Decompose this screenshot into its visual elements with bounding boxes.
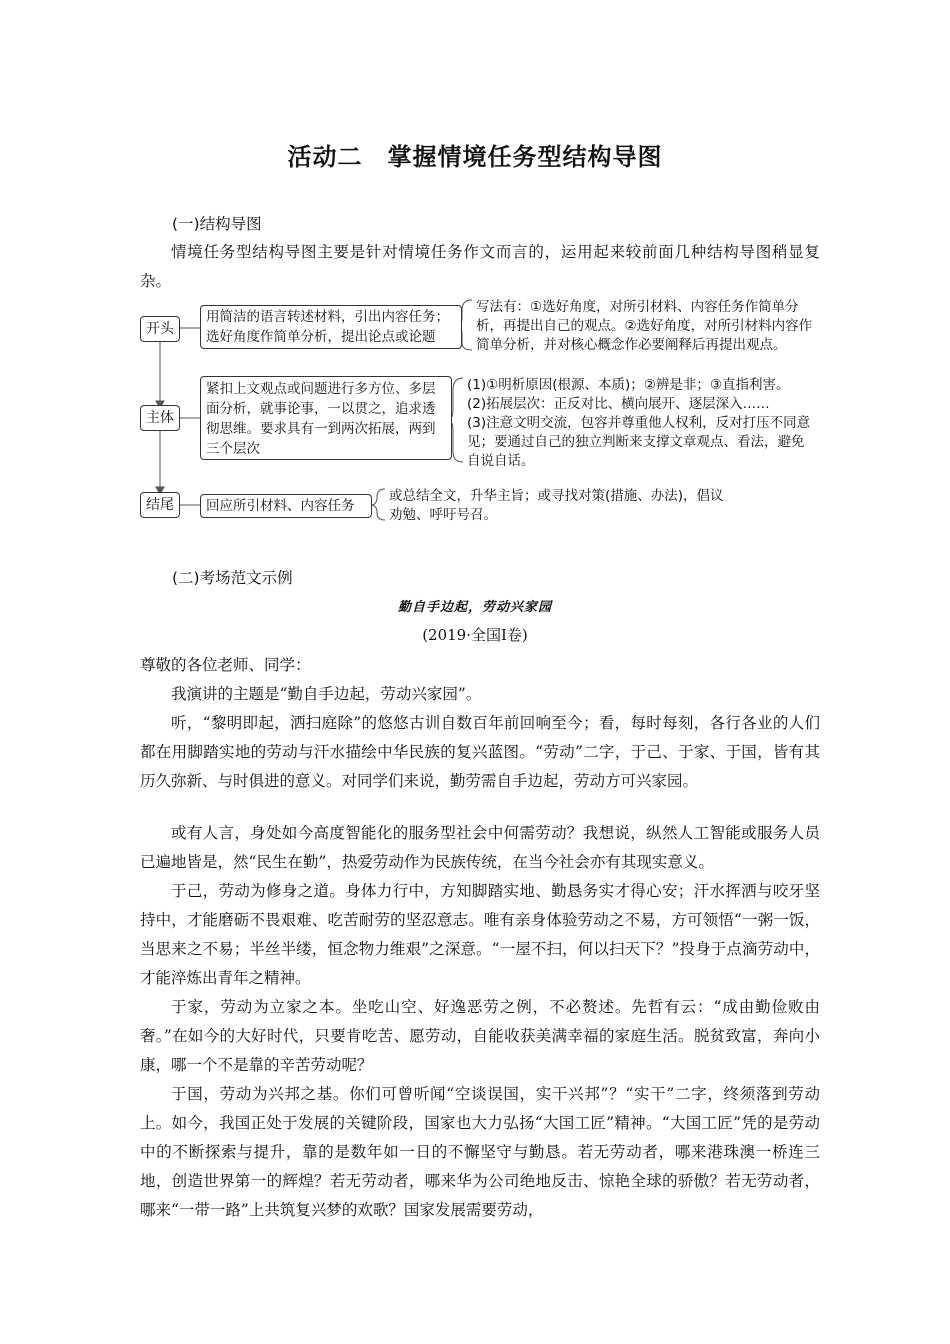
node-body: 主体 bbox=[140, 405, 180, 431]
essay-source: (2019·全国Ⅰ卷) bbox=[422, 626, 528, 644]
start-summary-box: 用简洁的语言转述材料，引出内容任务；选好角度作简单分析，提出论点或论题 bbox=[200, 305, 462, 349]
node-end: 结尾 bbox=[140, 492, 180, 518]
end-summary-box: 回应所引材料、内容任务 bbox=[200, 494, 372, 518]
node-start: 开头 bbox=[140, 316, 180, 342]
brace-end bbox=[371, 489, 385, 520]
essay-paragraph: 尊敬的各位老师、同学： bbox=[140, 656, 311, 674]
page-title: 活动二 掌握情境任务型结构导图 bbox=[287, 143, 663, 171]
essay-paragraph: 于国，劳动为兴邦之基。你们可曾听闻“空谈误国，实干兴邦”？“实干”二字，终须落到劳动上。如今，我国正处于发展的关键阶段，国家也大力弘扬“大国工匠”精神。“大国工匠”凭的是劳动中的不断探索与提升，靠的是数年如一日的不懈坚守与勤恳。若无劳动者，哪来港珠澳一桥连三地，创造世界第一的辉煌？若无劳动者，哪来华为公司绝地反击、惊艳全球的骄傲？若无劳动者，哪来“一带一路”上共筑复兴梦的欢歌？国家发展需要劳动， bbox=[140, 1085, 820, 1219]
essay-paragraph: 听，“黎明即起，洒扫庭除”的悠悠古训自数百年前回响至今；看，每时每刻，各行各业的人们都在用脚踏实地的劳动与汗水描绘中华民族的复兴蓝图。“劳动”二字，于己、于家、于国，皆有其历久弥新、与时俱进的意义。对同学们来说，勤劳需自手边起，劳动方可兴家园。 bbox=[140, 714, 820, 790]
end-note: 或总结全文，升华主旨；或寻找对策(措施、办法)，倡议劝勉、呼吁号召。 bbox=[389, 488, 724, 523]
essay-paragraph: 或有人言，身处如今高度智能化的服务型社会中何需劳动？我想说，纵然人工智能或服务人员已遍地皆是，然“民生在勤”，热爱劳动作为民族传统，在当今社会亦有其现实意义。 bbox=[140, 824, 820, 871]
section-heading-structure: (一)结构导图 bbox=[172, 215, 262, 233]
start-note: 写法有：①选好角度，对所引材料、内容任务作简单分析，再提出自己的观点。②选好角度，对所引材料内容作简单分析，并对核心概念作必要阐释后再提出观点。 bbox=[476, 299, 813, 353]
intro-paragraph: 情境任务型结构导图主要是针对情境任务作文而言的，运用起来较前面几种结构导图稍显复杂。 bbox=[140, 243, 820, 290]
body-note-3: (3)注意文明交流，包容并尊重他人权利，反对打压不同意见；要通过自己的独立判断来支撑文章观点、看法，避免自说自话。 bbox=[467, 415, 811, 469]
essay-paragraph: 我演讲的主题是“勤自手边起，劳动兴家园”。 bbox=[171, 685, 482, 703]
essay-paragraph: 于己，劳动为修身之道。身体力行中，方知脚踏实地、勤恳务实才得心安；汗水挥洒与咬牙坚持中，才能磨砺不畏艰难、吃苦耐劳的坚忍意志。唯有亲身体验劳动之不易，方可领悟“一粥一饭，当思来之不易；半丝半缕，恒念物力维艰”之深意。“一屋不扫，何以扫天下？”投身于点滴劳动中，才能淬炼出青年之精神。 bbox=[140, 882, 820, 987]
body-note-2: (2)拓展层次：正反对比、横向展开、逐层深入…… bbox=[467, 396, 770, 412]
essay-paragraph: 于家，劳动为立家之本。坐吃山空、好逸恶劳之例，不必赘述。先哲有云：“成由勤俭败由奢。”在如今的大好时代，只要肯吃苦、愿劳动，自能收获美满幸福的家庭生活。脱贫致富，奔向小康，哪一个不是靠的辛苦劳动呢？ bbox=[140, 998, 820, 1074]
body-summary-box: 紧扣上文观点或问题进行多方位、多层面分析，就事论事，一以贯之，追求透彻思维。要求具有一到两次拓展，两到三个层次 bbox=[200, 376, 452, 460]
body-note-1: (1)①明析原因(根源、本质)；②辨是非；③直指利害。 bbox=[467, 377, 790, 393]
body-notes bbox=[467, 376, 812, 471]
essay-title: 勤自手边起，劳动兴家园 bbox=[397, 600, 552, 615]
section-heading-example: (二)考场范文示例 bbox=[172, 569, 293, 587]
